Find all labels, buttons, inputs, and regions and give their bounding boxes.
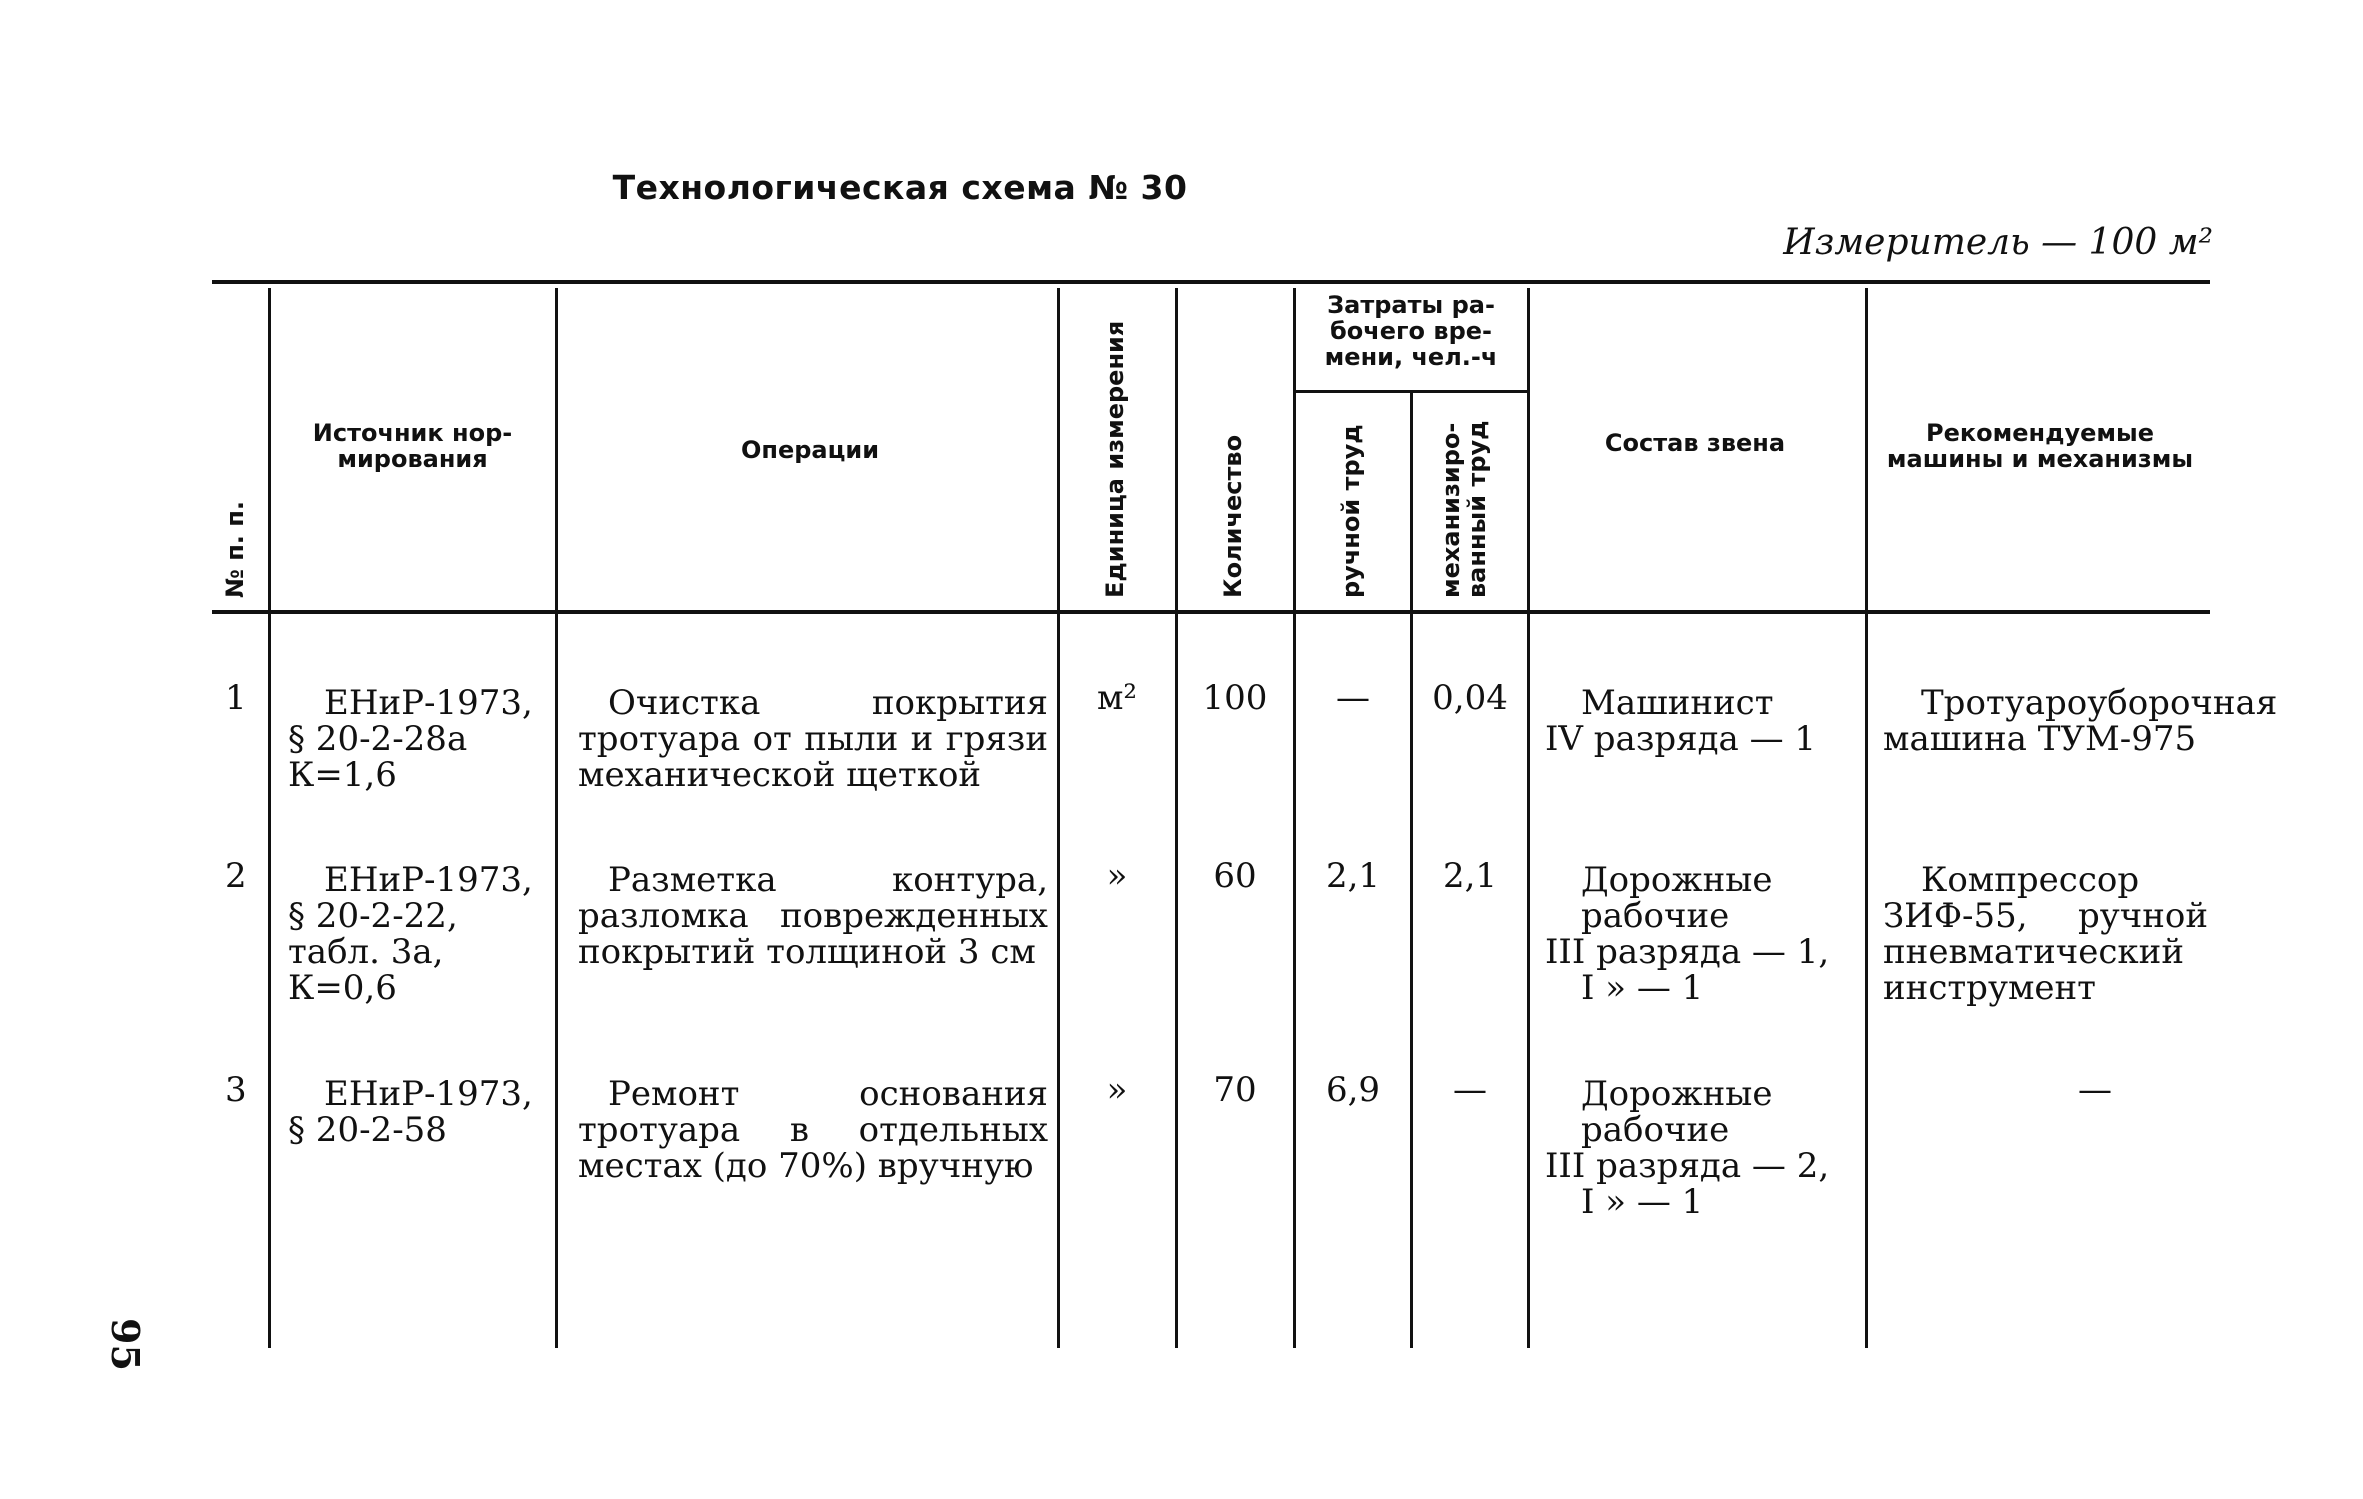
header-labor-costs: Затраты ра-бочего вре-мени, чел.-ч [1324, 291, 1498, 371]
header-machines: Рекомендуемые машины и механизмы [1886, 419, 2194, 473]
table-top-rule [212, 280, 2210, 284]
col-divider [1410, 392, 1413, 1348]
row-1-source-line: ЕНиР-1973, [324, 683, 533, 723]
row-2-crew [1545, 862, 1865, 1006]
header-manual-labor: ручной труд [1337, 424, 1365, 598]
row-2-source-line: § 20-2-22, [288, 896, 458, 936]
row-1-source [288, 685, 553, 793]
row-1-crew-line: Машинист [1581, 683, 1774, 723]
row-3-crew-line: I » — 1 [1581, 1182, 1704, 1222]
row-2-source-line: табл. 3а, К=0,6 [288, 932, 444, 1008]
row-1-crew [1545, 685, 1865, 757]
row-1-machines: Тротуароуборочная машина ТУМ-975 [1883, 683, 2278, 759]
col-divider [555, 288, 558, 1348]
row-3-operation: Ремонт основания тротуара в отдельных местах (до 70%) вручную [578, 1074, 1048, 1186]
header-source: Источник нор-мирования [312, 419, 513, 473]
row-2-mechanized: 2,1 [1442, 856, 1498, 896]
row-3-unit: » [1106, 1070, 1128, 1110]
header-crew: Состав звена [1604, 429, 1786, 457]
row-1-manual: — [1336, 678, 1370, 718]
row-1-source-line: К=1,6 [288, 755, 397, 795]
row-2-crew-line: III разряда — 1, [1545, 932, 1830, 972]
header-operations: Операции [740, 436, 880, 464]
row-3-source-line: ЕНиР-1973, [324, 1074, 533, 1114]
row-3-mechanized: — [1453, 1070, 1487, 1110]
row-3-crew [1545, 1076, 1865, 1220]
row-3-machines: — [2078, 1070, 2112, 1110]
row-2-number: 2 [225, 856, 247, 896]
col-divider [1865, 288, 1868, 1348]
row-2-unit: » [1106, 856, 1128, 896]
row-3-crew-line: Дорожные рабочие [1581, 1074, 1773, 1150]
header-unit: Единица измерения [1101, 320, 1129, 598]
row-2-source [288, 862, 553, 1006]
row-2-crew-line: Дорожные рабочие [1581, 860, 1773, 936]
row-3-manual: 6,9 [1325, 1070, 1381, 1110]
row-1-mechanized: 0,04 [1432, 678, 1508, 718]
measurement-unit: Измеритель — 100 м² [1783, 222, 2213, 263]
row-1-number: 1 [225, 678, 247, 718]
row-2-manual: 2,1 [1325, 856, 1381, 896]
row-3-number: 3 [225, 1070, 247, 1110]
header-quantity: Количество [1219, 434, 1247, 598]
row-3-source-line: § 20-2-58 [288, 1110, 447, 1150]
row-2-machines: Компрессор ЗИФ-55, ручной пневматический инструмент [1883, 860, 2208, 1008]
row-3-crew-line: III разряда — 2, [1545, 1146, 1830, 1186]
page-number: 95 [103, 1318, 148, 1371]
col-divider [1175, 288, 1178, 1348]
col-divider [1527, 288, 1530, 1348]
row-1-quantity: 100 [1202, 678, 1268, 718]
row-1-source-line: § 20-2-28а [288, 719, 468, 759]
col-divider [268, 288, 271, 1348]
row-2-operation: Разметка контура, разломка поврежденных покрытий толщиной 3 см [578, 860, 1048, 972]
page-title: Технологическая схема № 30 [612, 168, 1188, 207]
header-bottom-rule [212, 610, 2210, 614]
row-3-source [288, 1076, 553, 1148]
row-1-unit: м² [1096, 678, 1138, 718]
row-1-operation: Очистка покрытия тротуара от пыли и грязи механической щеткой [578, 683, 1048, 795]
row-2-quantity: 60 [1213, 856, 1257, 896]
col-divider [1057, 288, 1060, 1348]
header-mechanized-labor: механизиро-ванный труд [1437, 420, 1491, 598]
col-divider [1293, 288, 1296, 1348]
row-2-source-line: ЕНиР-1973, [324, 860, 533, 900]
row-1-crew-line: IV разряда — 1 [1545, 719, 1817, 759]
row-2-crew-line: I » — 1 [1581, 968, 1704, 1008]
row-3-quantity: 70 [1213, 1070, 1257, 1110]
header-number: № п. п. [221, 501, 249, 598]
